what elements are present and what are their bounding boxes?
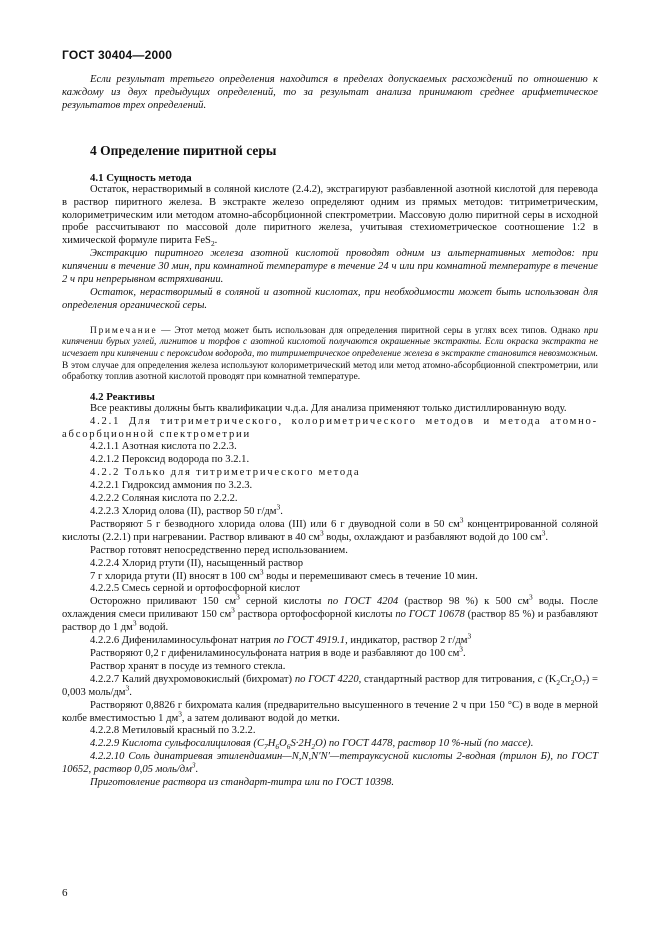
item-4-2-1-1: 4.2.1.1 Азотная кислота по 2.2.3. (90, 441, 237, 453)
dpa-paragraph: Растворяют 0,2 г дифениламиносульфоната натрия в воде и разбавляют до 100 $см^3$. (90, 644, 466, 659)
item-4-2-1: 4.2.1 Для титриметрического, колориметрического методов и метода атомно-абсорбционной спектрометрии (62, 415, 598, 440)
item-4-2-2-2: 4.2.2.2 Соляная кислота по 2.2.2. (90, 493, 238, 505)
reagents-intro: Все реактивы должны быть квалификации ч.д.а. Для анализа применяют только дистиллированную воду. (90, 402, 567, 414)
page-number: 6 (62, 887, 68, 899)
standard-titre-paragraph: Приготовление раствора из стандарт-титра или по ГОСТ 10398. (90, 777, 394, 789)
acid-mix-paragraph: Осторожно приливают 150 $см^3$ серной кислоты по ГОСТ 4204 (раствор 98 %) к 500 $см^3$ воды. После охлаждения смеси приливают 150 $см^3$ раствора ортофосфорной кислоты по ГОСТ 10678 (раствор 85 %) и разбавляют раствор до 1 $дм^3$ водой. (62, 592, 599, 634)
intro-paragraph: Если результат третьего определения находится в пределах допускаемых расхождений по отношению к каждому из двух предыдущих определений, то за результат анализа принимают среднее арифметическое результатов трех определений. (62, 74, 598, 111)
storage-paragraph: Раствор хранят в посуде из темного стекла. (90, 660, 286, 672)
item-4-2-2-6: 4.2.2.6 Дифениламиносульфонат натрия по ГОСТ 4919.1, индикатор, раствор 2 $г/дм^3$ (90, 631, 472, 647)
item-4-2-2-10: 4.2.2.10 Соль динатриевая этилендиамин—N,N,N′N′—тетрауксусной кислоты 2-водная (трилон Б), по ГОСТ 10652, раствор 0,05 моль/$дм^3$. (62, 751, 598, 776)
mercury-paragraph: 7 г хлорида ртути (II) вносят в 100 $см^3$ воды и перемешивают смесь в течение 10 мин. (90, 567, 478, 582)
item-4-2-2-4: 4.2.2.4 Хлорид ртути (II), насыщенный раствор (90, 557, 303, 569)
document-body (62, 74, 598, 790)
item-4-2-2-1: 4.2.2.1 Гидроксид аммония по 3.2.3. (90, 480, 253, 492)
tin-solution-paragraph: Растворяют 5 г безводного хлорида олова (III) или 6 г двуводной соли в 50 $см^3$ концентрированной соляной кислоты (2.2.1) при нагревании. Раствор вливают в 40 $см^3$ воды, охлаждают и разбавляют водой до 100 $см^3$. (62, 515, 598, 543)
item-4-2-2-7: 4.2.2.7 Калий двухромовокислый (бихромат) по ГОСТ 4220, стандартный раствор для титрования, c $(K_2Cr_2O_7) = 0,003$ моль/$дм^3$. (62, 673, 598, 698)
extraction-paragraph: Экстракцию пиритного железа азотной кислотой проводят одним из альтернативных методов: при кипячении в течение 30 мин, при комнатной температуре в течение 24 ч или при комнатной температуре в течение 2 ч при непрерывном встряхивании. (62, 248, 598, 286)
item-4-2-2-3: 4.2.2.3 Хлорид олова (II), раствор 50 $г/дм^3$. (90, 502, 283, 517)
item-4-2-2-5: 4.2.2.5 Смесь серной и ортофосфорной кислот (90, 583, 300, 595)
section-title: 4 Определение пиритной серы (90, 142, 277, 158)
residue-paragraph: Остаток, нерастворимый в соляной и азотной кислотах, при необходимости может быть использован для определения органической серы. (62, 286, 598, 311)
item-4-2-2: 4.2.2 Только для титриметрического метода (90, 467, 361, 479)
item-4-2-2-9: 4.2.2.9 Кислота сульфосалициловая $(C_7H_6O_6S\cdot 2H_2O)$ по ГОСТ 4478, раствор 10 %-ный (по массе). (90, 738, 534, 752)
subsection-4-1-title: 4.1 Сущность метода (90, 171, 192, 184)
document-header: ГОСТ 30404—2000 (62, 48, 173, 62)
item-4-2-1-2: 4.2.1.2 Пероксид водорода по 3.2.1. (90, 454, 250, 466)
subsection-4-2-title: 4.2 Реактивы (90, 390, 155, 403)
prep-paragraph: Раствор готовят непосредственно перед использованием. (90, 544, 348, 556)
method-paragraph: Остаток, нерастворимый в соляной кислоте (2.4.2), экстрагируют разбавленной азотной кислотой для перевода в раствор пиритного железа. В экстракте железо определяют одним из прямых методов: титриметрическим, колориметрическим или методом атомно-абсорбционной спектрометрии. Массовую долю пиритной серы в исходной пробе рассчитывают по массовой доле пиритного железа, учитывая стехиометрическое соотношение 1:2 в химической формуле пирита FeS$_2$. (62, 183, 598, 249)
item-4-2-2-8: 4.2.2.8 Метиловый красный по 3.2.2. (90, 725, 256, 737)
bichromate-paragraph: Растворяют 0,8826 г бихромата калия (предварительно высушенного в течение 2 ч при 150 °С) в воде в мерной колбе вместимостью 1 $дм^3$, а затем доливают водой до метки. (62, 699, 598, 724)
note-paragraph: Примечание — Этот метод может быть использован для определения пиритной серы в углях всех типов. Однако при кипячении бурых углей, лигнитов и торфов с азотной кислотой получаются окрашенные экстракты. Если окраска экстракта не исчезает при кипячении с пероксидом водорода, то титриметрическое определение железа в экстракте становится невозможным. В этом случае для определения железа используют колориметрический метод или метод атомно-абсорбционной спектрометрии, или обработку топлив азотной кислотой проводят при комнатной температуре. (62, 325, 598, 383)
